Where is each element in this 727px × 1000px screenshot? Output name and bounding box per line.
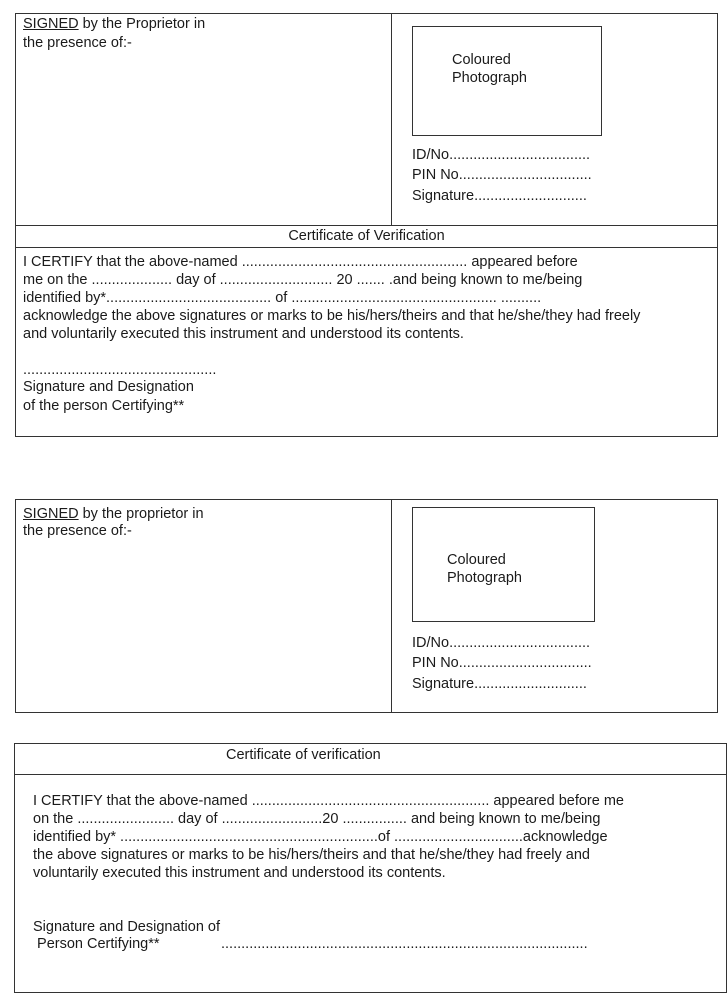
form1-presence: the presence of:-	[23, 35, 132, 51]
form1-signature-dots: ................................................	[23, 362, 217, 378]
form1-cert-line-1: I CERTIFY that the above-named ........................................................ appeared before	[23, 254, 578, 270]
form1-sig-designation-2: of the person Certifying**	[23, 398, 185, 414]
form2-signed-line	[23, 505, 204, 523]
form3-cert-line-2: on the ........................ day of .........................20 ................ and being known to me/being	[33, 811, 601, 827]
form1-id-field: ID/No...................................	[412, 147, 591, 163]
form3-cert-title: Certificate of verification	[226, 747, 381, 763]
form2-signed-word: SIGNED	[23, 506, 79, 522]
form3-sig-designation-2: Person Certifying**	[33, 936, 160, 952]
form1-photo-label-1: Coloured	[452, 52, 511, 68]
form1-signed-line	[23, 15, 205, 33]
form3-signature-dots: ...........................................................................................	[221, 936, 588, 952]
form1-cert-title: Certificate of Verification	[288, 228, 445, 244]
form2-column-divider	[391, 499, 392, 713]
form2-signature-field: Signature............................	[412, 676, 587, 692]
form1-photo-label-2: Photograph	[452, 70, 527, 86]
form3-cert-line-3: identified by* ................................................................of ................................acknowledge	[33, 829, 608, 845]
form1-title-divider	[15, 247, 718, 248]
form1-section-divider	[15, 225, 718, 226]
form1-cert-line-2: me on the .................... day of ............................ 20 ....... .and being known to me/being	[23, 272, 583, 288]
form2-photo-label-2: Photograph	[447, 570, 522, 586]
form2-photo-label-1: Coloured	[447, 552, 506, 568]
form1-signature-field: Signature............................	[412, 188, 587, 204]
form1-pin-field: PIN No.................................	[412, 167, 592, 183]
form1-signed-word: SIGNED	[23, 16, 79, 32]
form3-title-divider	[14, 774, 727, 775]
form3-cert-line-1: I CERTIFY that the above-named ........................................................... appeared before me	[33, 793, 624, 809]
form1-column-divider	[391, 13, 392, 225]
form2-pin-field: PIN No.................................	[412, 655, 592, 671]
form2-id-field: ID/No...................................	[412, 635, 591, 651]
form1-cert-line-3: identified by*......................................... of ................................................... ..........	[23, 290, 542, 306]
form1-sig-designation-1: Signature and Designation	[23, 379, 194, 395]
form3-sig-designation-1: Signature and Designation of	[33, 919, 221, 935]
form3-cert-line-4: the above signatures or marks to be his/hers/theirs and that he/she/they had freely and	[33, 847, 590, 863]
form2-presence: the presence of:-	[23, 523, 132, 539]
form1-signed-rest: by the Proprietor in	[78, 16, 206, 32]
form1-cert-line-5: and voluntarily executed this instrument and understood its contents.	[23, 326, 464, 342]
form3-cert-line-5: voluntarily executed this instrument and understood its contents.	[33, 865, 446, 881]
form2-signed-rest: by the proprietor in	[78, 506, 204, 522]
form1-cert-line-4: acknowledge the above signatures or marks to be his/hers/theirs and that he/she/they had freely	[23, 308, 641, 324]
